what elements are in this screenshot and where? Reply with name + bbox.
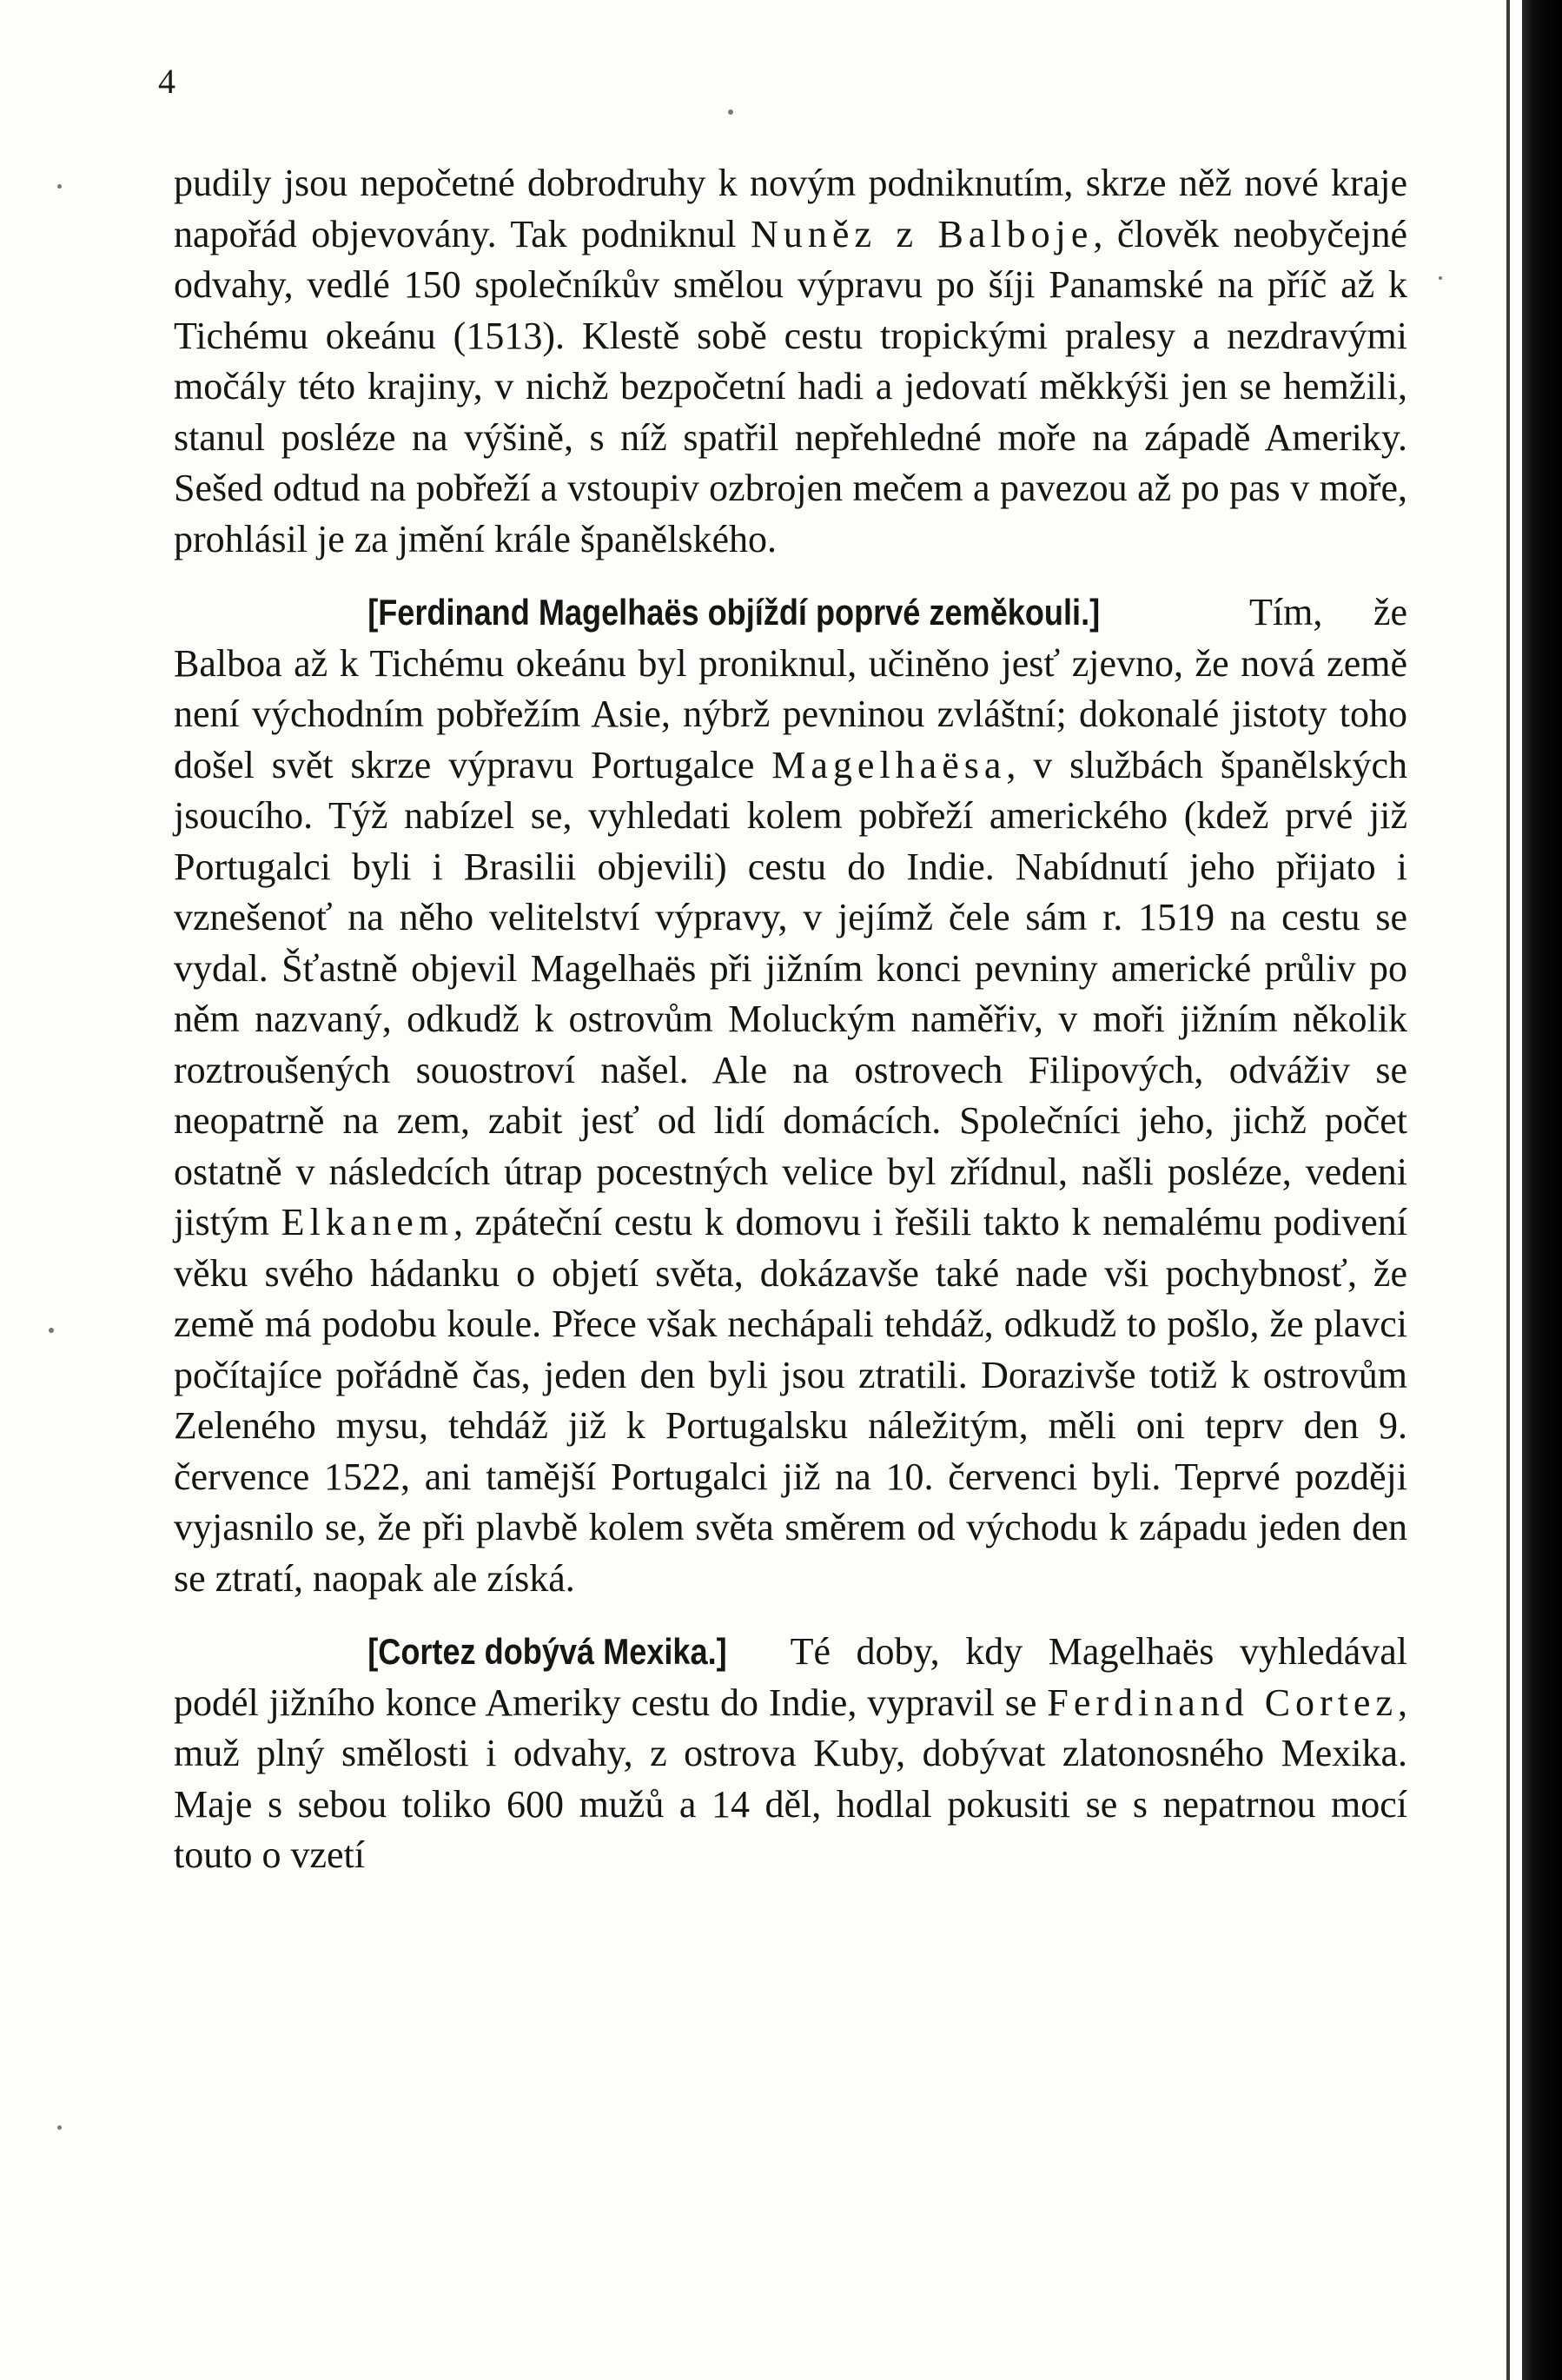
section-heading-cortez: [Cortez dobývá Mexika.] (367, 1631, 727, 1672)
person-name: Magelhaësa (771, 743, 1007, 786)
page-number: 4 (158, 62, 175, 101)
paragraph-text: , v službách španělských jsoucího. Týž nabízel se, vyhledati kolem pobřeží amerického (kdež prvé již Portugalci byli i Brasilii objevili) cestu do Indie. Nabídnutí jeho přijato i vznešenoť na něho velitelství výpravy, v jejímž čele sám r. 1519 na cestu se vydal. Šťastně objevil Magelhaës při jižním konci pevniny americké průliv po něm nazvaný, odkudž k ostrovům Moluckým naměřiv, v moři jižním několik roztroušených souostroví našel. Ale na ostrovech Filipových, odváživ se neopatrně na zem, zabit jesť od lidí domácích. Společníci jeho, jichž počet ostatně v následcích útrap pocestných velice byl zřídnul, našli posléze, vedeni jistým (174, 743, 1407, 1243)
body-text (174, 158, 1407, 1881)
paragraph-text: Tím, že Balboa až k Tichému okeánu byl proniknul, učiněno jesť zjevno, že nová země není východním pobřežím Asie, nýbrž pevninou zvláštní; dokonalé jistoty toho došel svět skrze výpravu Portugalce (174, 591, 1407, 786)
scan-speck (1439, 276, 1442, 280)
page-edge-dark (1522, 0, 1562, 2380)
paragraph-text: , muž plný smělosti i odvahy, z ostrova Kuby, dobývat zlatonosného Mexika. Maje s sebou toliko 600 mužů a 14 děl, hodlal pokusiti se s nepatrnou mocí touto o vzetí (174, 1681, 1407, 1876)
paragraph-cortez (174, 1627, 1407, 1881)
paragraph-text: , člověk neobyčejné odvahy, vedlé 150 společníkův smělou výpravu po šíji Panamské na příč až k Tichému okeánu (1513). Klestě sobě cestu tropickými pralesy a nezdravými močály této krajiny, v nichž bezpočetní hadi a jedovatí měkkýši jen se hemžili, stanul posléze na výšině, s níž spatřil nepřehledné moře na západě Ameriky. Sešed odtud na pobřeží a vstoupiv ozbrojen mečem a pavezou až po pas v moře, prohlásil je za jmění krále španělského. (174, 212, 1408, 560)
person-name: Elkanem (281, 1201, 454, 1243)
paragraph-text: pudily jsou nepočetné dobrodruhy k novým podniknutím, skrze něž nové kraje napořád objevovány. Tak podniknul (174, 162, 1407, 255)
person-name: Nuněz z Balboje (751, 212, 1094, 255)
scan-speck (57, 2125, 62, 2130)
scan-speck (728, 109, 733, 115)
paragraph-text: , zpáteční cestu k domovu i řešili takto k nemalému podivení věku svého hádanku o objetí světa, dokázavše také nade vši pochybnosť, že země má podobu koule. Přece však nechápali tehdáž, odkudž to pošlo, že plavci počítajíce pořádně čas, jeden den byli jsou ztratili. Dorazivše totiž k ostrovům Zeleného mysu, tehdáž již k Portugalsku náležitým, měli oni teprv den 9. července 1522, ani tamější Portugalci již na 10. červenci byli. Teprvé později vyjasnilo se, že při plavbě kolem světa směrem od východu k západu jeden den se ztratí, naopak ale získá. (174, 1201, 1407, 1600)
binding-shadow-line (1506, 0, 1510, 2380)
paragraph-text: Té doby, kdy Magelhaës vyhledával podél jižního konce Ameriky cestu do Indie, vypravil se (174, 1630, 1407, 1724)
paragraph-magellan (174, 587, 1407, 1604)
scan-speck (57, 184, 62, 189)
section-heading-magellan: [Ferdinand Magelhaës objíždí poprvé zeměkouli.] (367, 592, 1101, 633)
person-name: Ferdinand Cortez (1047, 1681, 1398, 1724)
paragraph-balboa (174, 158, 1407, 565)
scan-speck (49, 1328, 54, 1333)
